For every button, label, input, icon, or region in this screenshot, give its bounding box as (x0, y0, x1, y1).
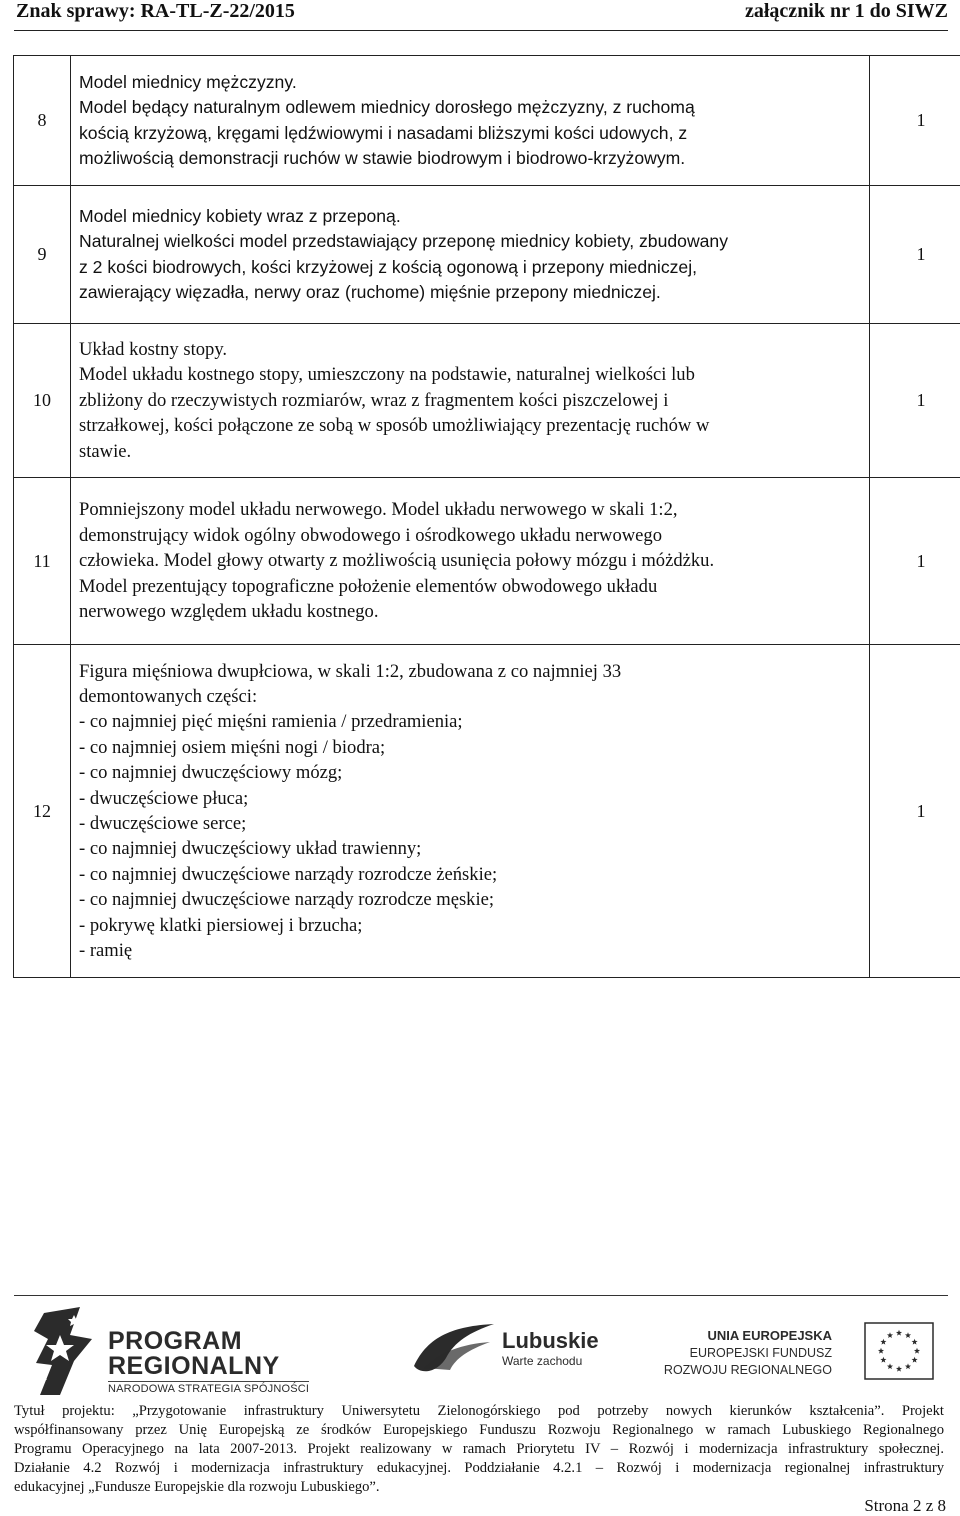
table-row (14, 478, 960, 645)
row-quantity: 1 (870, 324, 960, 478)
row-description (71, 324, 870, 478)
desc-line: zawierający więzadła, nerwy oraz (ruchome) mięśnie przepony miedniczej. (79, 280, 865, 305)
desc-line: - dwuczęściowe serce; (79, 811, 865, 836)
row-quantity: 1 (870, 186, 960, 324)
eu-line3: ROZWOJU REGIONALNEGO (664, 1363, 832, 1377)
row-number: 12 (14, 645, 71, 978)
page-header (14, 0, 948, 31)
desc-line: - co najmniej dwuczęściowe narządy rozrodcze żeńskie; (79, 862, 865, 887)
table-row (14, 56, 960, 186)
page-number: Strona 2 z 8 (864, 1496, 946, 1516)
desc-line: kością krzyżową, kręgami lędźwiowymi i nasadami bliższymi kości udowych, z (79, 121, 865, 146)
eu-line1: UNIA EUROPEJSKA (708, 1328, 832, 1343)
footer-divider (14, 1295, 948, 1296)
desc-line: zbliżony do rzeczywistych rozmiarów, wraz z fragmentem kości piszczelowej i (79, 388, 865, 413)
desc-line: możliwością demonstracji ruchów w stawie biodrowym i biodrowo-krzyżowym. (79, 146, 865, 171)
desc-line: - co najmniej osiem mięśni nogi / biodra; (79, 735, 865, 760)
row-description (71, 478, 870, 645)
desc-line: stawie. (79, 439, 865, 464)
eu-fund-logo (688, 1322, 940, 1382)
desc-line: - co najmniej dwuczęściowy mózg; (79, 760, 865, 785)
items-table (13, 55, 960, 978)
desc-line: - co najmniej dwuczęściowy układ trawienny; (79, 836, 865, 861)
desc-line: - co najmniej dwuczęściowe narządy rozrodcze męskie; (79, 887, 865, 912)
desc-line: - co najmniej pięć mięśni ramienia / przedramienia; (79, 709, 865, 734)
desc-line: człowieka. Model głowy otwarty z możliwością usunięcia połowy mózgu i móżdżku. (79, 548, 865, 573)
program-regionalny-logo (30, 1305, 330, 1397)
desc-line: - pokrywę klatki piersiowej i brzucha; (79, 913, 865, 938)
row-description (71, 56, 870, 186)
row-number: 8 (14, 56, 71, 186)
table-row (14, 645, 960, 978)
eu-line2: EUROPEJSKI FUNDUSZ (690, 1346, 832, 1360)
program-line1: PROGRAM (108, 1327, 242, 1356)
program-regionalny-emblem-icon (30, 1305, 102, 1397)
case-number: Znak sprawy: RA-TL-Z-22/2015 (16, 0, 295, 23)
desc-line: Figura mięśniowa dwupłciowa, w skali 1:2, zbudowana z co najmniej 33 (79, 659, 865, 684)
desc-line: - dwuczęściowe płuca; (79, 786, 865, 811)
table-row (14, 324, 960, 478)
desc-line: nerwowego względem układu kostnego. (79, 599, 865, 624)
lubuskie-wave-icon (410, 1318, 498, 1378)
row-quantity: 1 (870, 478, 960, 645)
row-description (71, 645, 870, 978)
desc-line: - ramię (79, 938, 865, 963)
row-number: 9 (14, 186, 71, 324)
lubuskie-name: Lubuskie (502, 1328, 599, 1354)
desc-line: Model będący naturalnym odlewem miednicy dorosłego mężczyzny, z ruchomą (79, 95, 865, 120)
footnote-line: edukacyjnej „Fundusze Europejskie dla rozwoju Lubuskiego”. (14, 1478, 944, 1497)
footnote-line: Programu Operacyjnego na lata 2007-2013. Projekt realizowany w ramach Priorytetu IV – Rozwój i modernizacja infrastruktury społecznej. (14, 1440, 944, 1459)
desc-line: Pomniejszony model układu nerwowego. Model układu nerwowego w skali 1:2, (79, 497, 865, 522)
desc-line: demonstrujący widok ogólny obwodowego i ośrodkowego układu nerwowego (79, 523, 865, 548)
lubuskie-logo (410, 1318, 610, 1378)
program-line2: REGIONALNY (108, 1352, 280, 1381)
project-footnote (14, 1402, 944, 1497)
desc-line: Układ kostny stopy. (79, 337, 865, 362)
footnote-line: współfinansowany przez Unię Europejską ze środków Europejskiego Funduszu Rozwoju Regionalnego w ramach Lubuskiego Regionalnego (14, 1421, 944, 1440)
attachment-label: załącznik nr 1 do SIWZ (745, 0, 948, 23)
lubuskie-tagline: Warte zachodu (502, 1354, 582, 1368)
desc-line: Model miednicy mężczyzny. (79, 70, 865, 95)
footnote-line: Tytuł projektu: „Przygotowanie infrastruktury Uniwersytetu Zielonogórskiego pod potrzeby nowych kierunków kształcenia”. Projekt (14, 1402, 944, 1421)
desc-line: Naturalnej wielkości model przedstawiający przeponę miednicy kobiety, zbudowany (79, 229, 865, 254)
row-description (71, 186, 870, 324)
desc-line: Model prezentujący topograficzne położenie elementów obwodowego układu (79, 574, 865, 599)
row-number: 10 (14, 324, 71, 478)
desc-line: z 2 kości biodrowych, kości krzyżowej z kością ogonową i przepony miedniczej, (79, 255, 865, 280)
row-quantity: 1 (870, 645, 960, 978)
desc-line: Model miednicy kobiety wraz z przeponą. (79, 204, 865, 229)
desc-line: Model układu kostnego stopy, umieszczony na podstawie, naturalnej wielkości lub (79, 362, 865, 387)
desc-line: demontowanych części: (79, 684, 865, 709)
desc-line: strzałkowej, kości połączone ze sobą w sposób umożliwiający prezentację ruchów w (79, 413, 865, 438)
row-quantity: 1 (870, 56, 960, 186)
row-number: 11 (14, 478, 71, 645)
program-line3: NARODOWA STRATEGIA SPÓJNOŚCI (108, 1381, 309, 1395)
footnote-line: Działanie 4.2 Rozwój i modernizacja infrastruktury edukacyjnej. Poddziałanie 4.2.1 – Rozwój i modernizacja regionalnej infrastruktury (14, 1459, 944, 1478)
table-row (14, 186, 960, 324)
eu-flag-icon (864, 1322, 934, 1380)
